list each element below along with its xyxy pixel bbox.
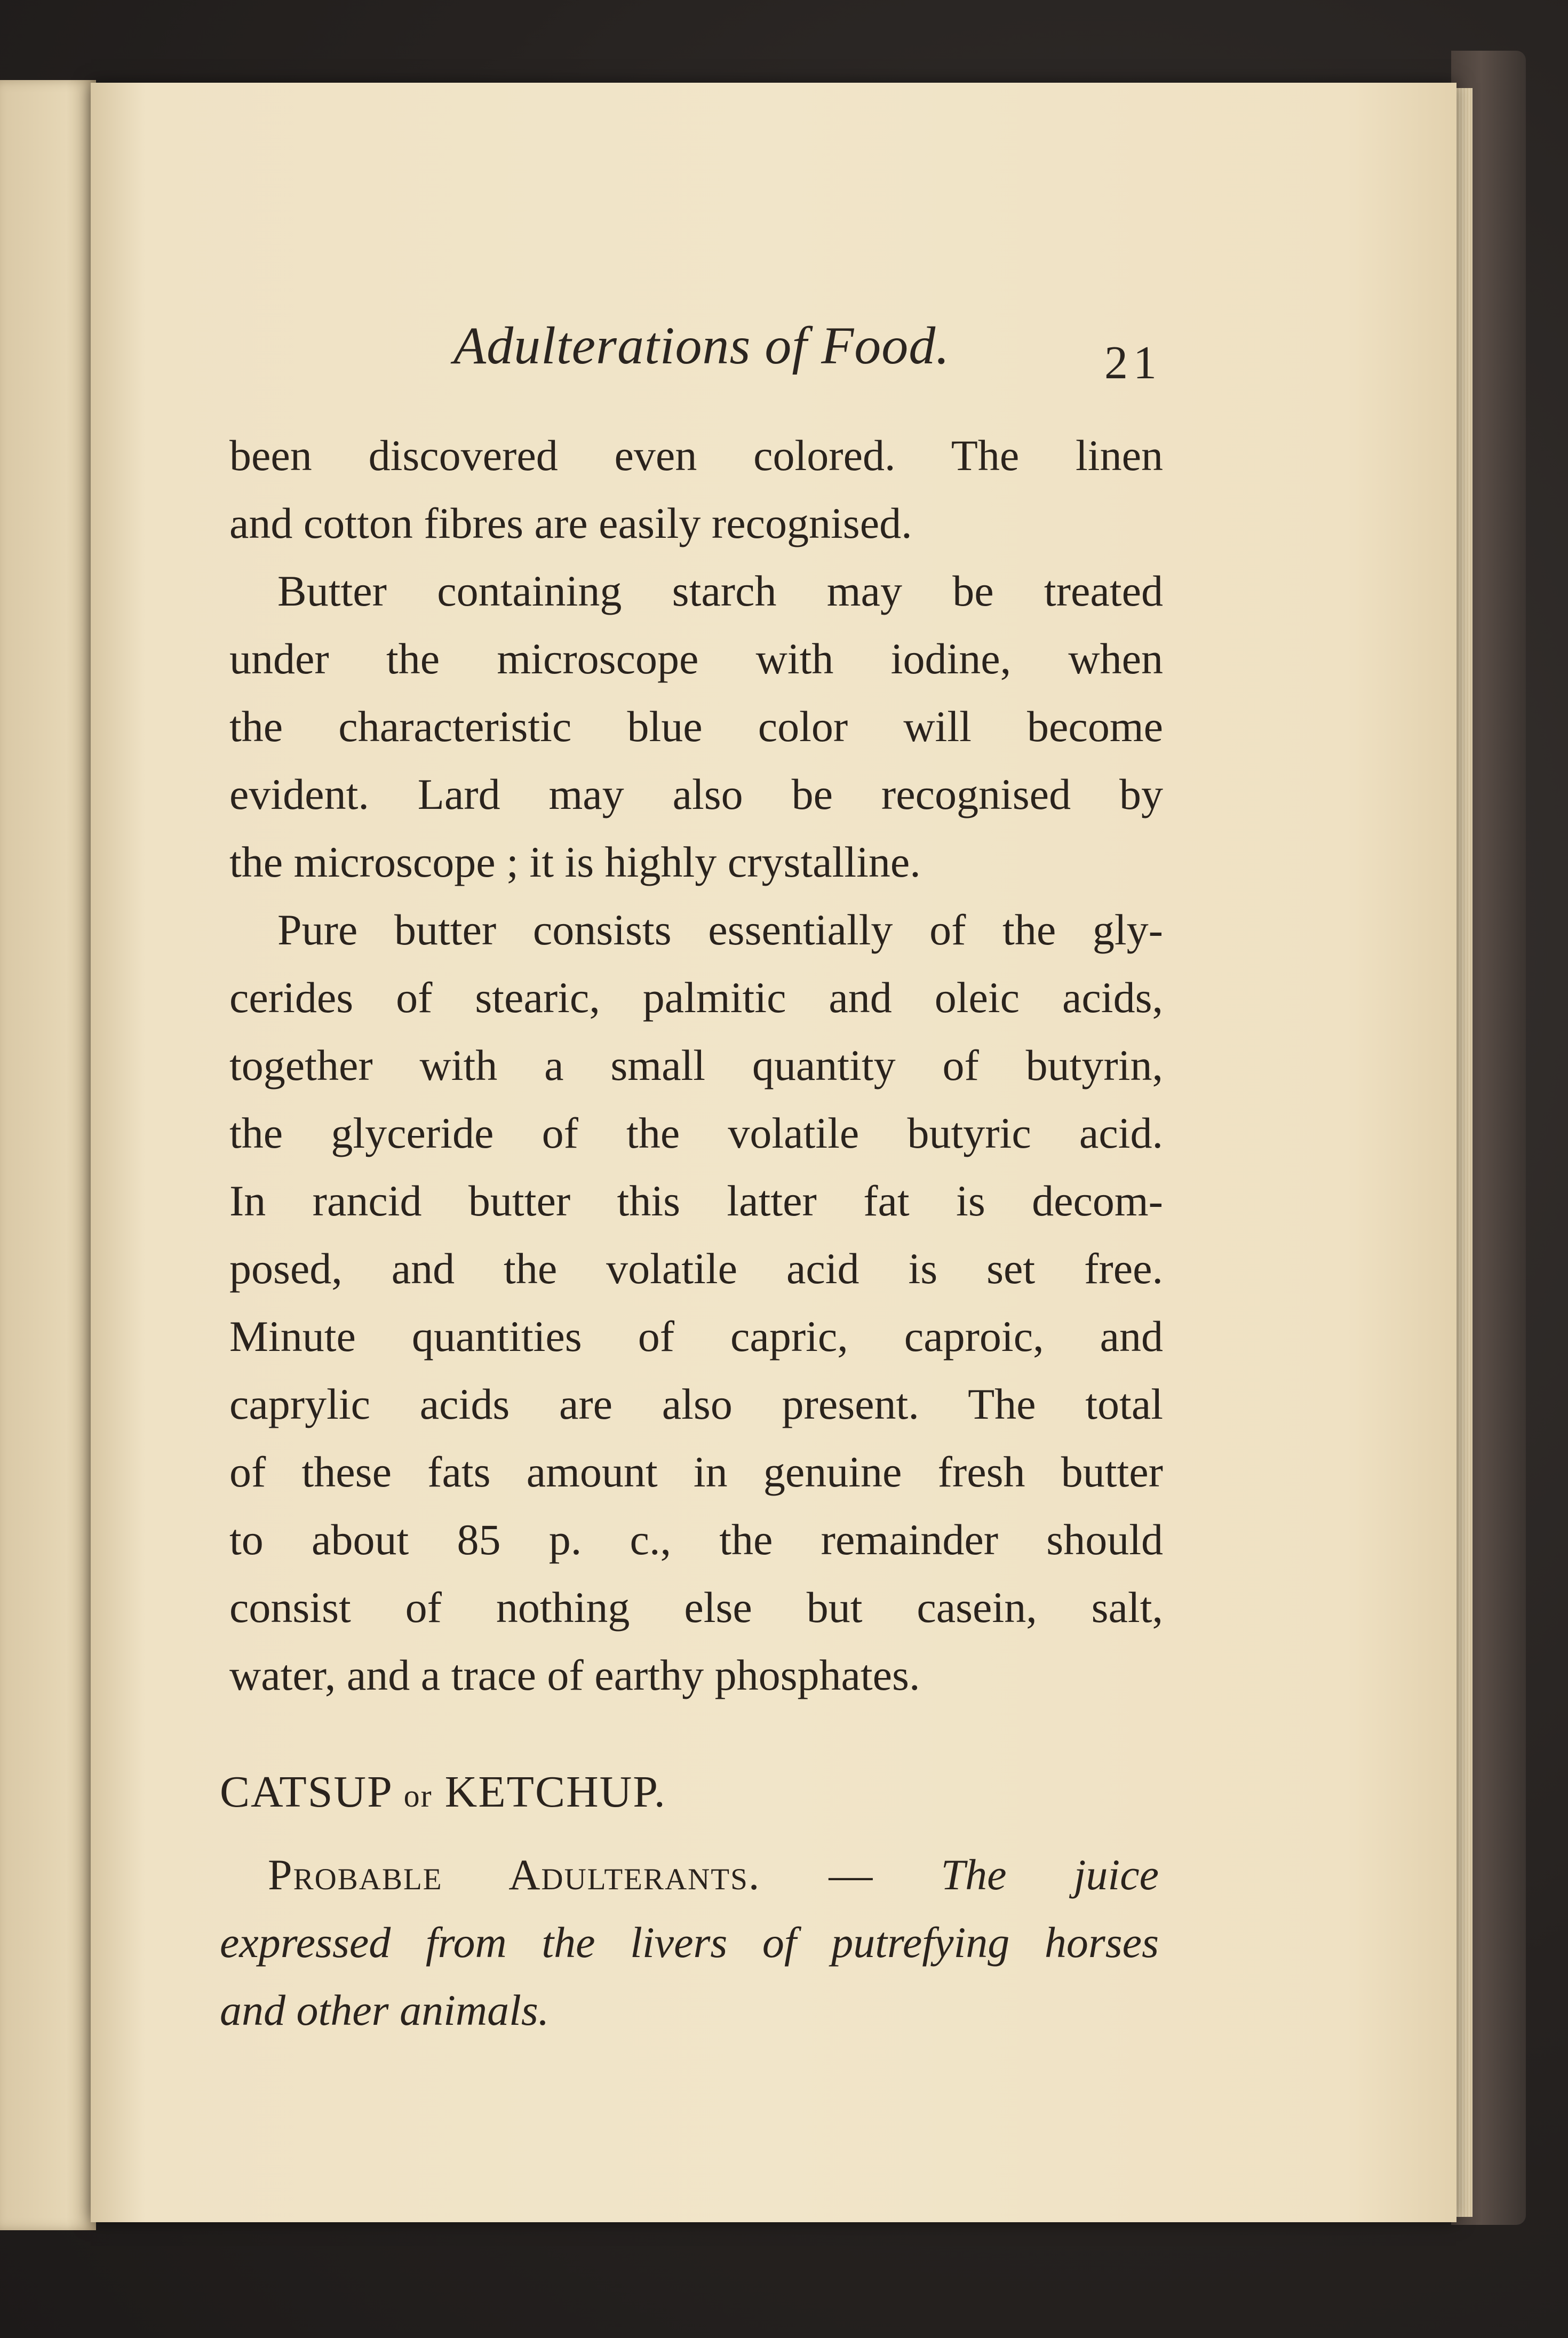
heading-alt: KETCHUP.	[444, 1767, 666, 1817]
text-line: cerides of stearic, palmitic and oleic acids,	[229, 973, 1163, 1022]
text-line: Butter containing starch may be treated	[277, 567, 1163, 615]
text-line: consist of nothing else but casein, salt,	[229, 1583, 1163, 1632]
running-head-title: Adulterations of Food.	[453, 316, 950, 375]
text-line: water, and a trace of earthy phosphates.	[229, 1651, 920, 1699]
text-line: In rancid butter this latter fat is decom-	[229, 1176, 1163, 1225]
adulterants-text: The juice	[941, 1850, 1159, 1899]
text-line: Pure butter consists essentially of the gly-	[277, 905, 1163, 954]
text-line: of these fats amount in genuine fresh butter	[229, 1448, 1163, 1496]
page-number: 21	[1104, 337, 1162, 389]
text-line: caprylic acids are also present. The total	[229, 1380, 1163, 1428]
body-text	[229, 422, 1163, 1709]
text-line: been discovered even colored. The linen	[229, 431, 1163, 480]
text-line: evident. Lard may also be recognised by	[229, 770, 1163, 818]
text-line: the characteristic blue color will become	[229, 702, 1163, 751]
text-line: under the microscope with iodine, when	[229, 634, 1163, 683]
text-line: the microscope ; it is highly crystalline.	[229, 838, 921, 886]
text-line: posed, and the volatile acid is set free.	[229, 1244, 1163, 1293]
adulterants-paragraph	[220, 1841, 1159, 2044]
text-line: Minute quantities of capric, caproic, and	[229, 1312, 1163, 1361]
text-line: to about 85 p. c., the remainder should	[229, 1515, 1163, 1564]
adulterants-line: and other animals.	[220, 1986, 550, 2034]
heading-or: or	[403, 1778, 433, 1814]
adulterants-label: Probable Adulterants. —	[268, 1850, 874, 1899]
text-line: the glyceride of the volatile butyric acid.	[229, 1109, 1163, 1157]
adulterants-first-line	[220, 1841, 1159, 1908]
section-heading	[220, 1766, 666, 1818]
heading-main: CATSUP	[220, 1767, 392, 1817]
text-line: and cotton fibres are easily recognised.	[229, 499, 912, 547]
left-facing-page	[0, 80, 96, 2230]
text-line: together with a small quantity of butyrin,	[229, 1041, 1163, 1090]
adulterants-line: expressed from the livers of putrefying horses	[220, 1918, 1159, 1967]
